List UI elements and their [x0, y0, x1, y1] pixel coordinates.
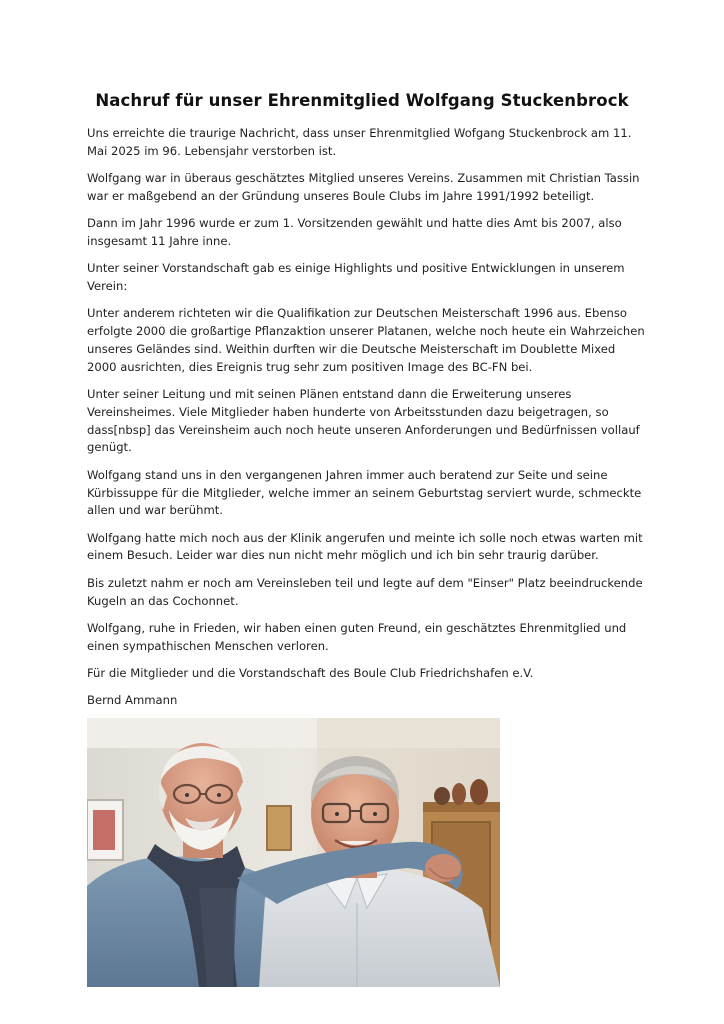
paragraph-highlights-intro: Unter seiner Vorstandschaft gab es einige Highlights und positive Entwicklungen in unserem Verein: [87, 261, 625, 294]
obituary-body [87, 125, 647, 720]
paragraph-clubhouse: Unter seiner Leitung und mit seinen Plänen entstand dann die Erweiterung unseres Vereinsheimes. Viele Mitglieder haben hunderte von Arbeitsstunden dazu beigetragen, so dass[nbsp] das Vereinsheim auch noch heute unseren Anforderungen und Bedürfnissen vollauf genügt. [87, 387, 640, 455]
paragraph-founding: Wolfgang war in überaus geschätztes Mitglied unseres Vereins. Zusammen mit Christian Tassin war er maßgebend an der Gründung unseres Boule Clubs im Jahre 1991/1992 beteiligt. [87, 171, 640, 203]
signature-name: Bernd Ammann [87, 693, 178, 708]
memorial-photo [87, 718, 500, 987]
paragraph-chairman: Dann im Jahr 1996 wurde er zum 1. Vorsitzenden gewählt und hatte dies Amt bis 2007, also insgesamt 11 Jahre inne. [87, 216, 622, 248]
paragraph-clinic-call: Wolfgang hatte mich noch aus der Klinik angerufen und meinte ich solle noch etwas warten mit einem Besuch. Leider war dies nun nicht mehr möglich und ich bin sehr traurig darüber. [87, 530, 643, 563]
paragraph-club-life: Bis zuletzt nahm er noch am Vereinsleben teil und legte auf dem "Einser" Platz beeindruckende Kugeln an das Cochonnet. [87, 575, 643, 608]
paragraph-pumpkin-soup: Wolfgang stand uns in den vergangenen Jahren immer auch beratend zur Seite und seine Kürbissuppe für die Mitglieder, welche immer an seinem Geburtstag serviert wurde, schmeckte allen und war berühmt. [87, 467, 642, 518]
paragraph-highlights: Unter anderem richteten wir die Qualifikation zur Deutschen Meisterschaft 1996 aus. Ebenso erfolgte 2000 die großartige Pflanzaktion unserer Platanen, welche noch heute ein Wahrzeichen unseres Geländes sind. Weithin durften wir die Deutsche Meisterschaft im Doublette Mixed 2000 ausrichten, dies Ereignis trug sehr zum positiven Image des BC-FN bei. [87, 306, 645, 374]
paragraph-announcement: Uns erreichte die traurige Nachricht, dass unser Ehrenmitglied Wofgang Stuckenbrock am 11. Mai 2025 im 96. Lebensjahr verstorben ist. [87, 126, 632, 158]
page-title: Nachruf für unser Ehrenmitglied Wolfgang Stuckenbrock [95, 91, 629, 110]
paragraph-rest-in-peace: Wolfgang, ruhe in Frieden, wir haben einen guten Freund, ein geschätztes Ehrenmitglied und einen sympathischen Menschen verloren. [87, 620, 627, 653]
paragraph-on-behalf: Für die Mitglieder und die Vorstandschaft des Boule Club Friedrichshafen e.V. [87, 665, 534, 680]
photo-two-men-illustration [87, 718, 500, 987]
